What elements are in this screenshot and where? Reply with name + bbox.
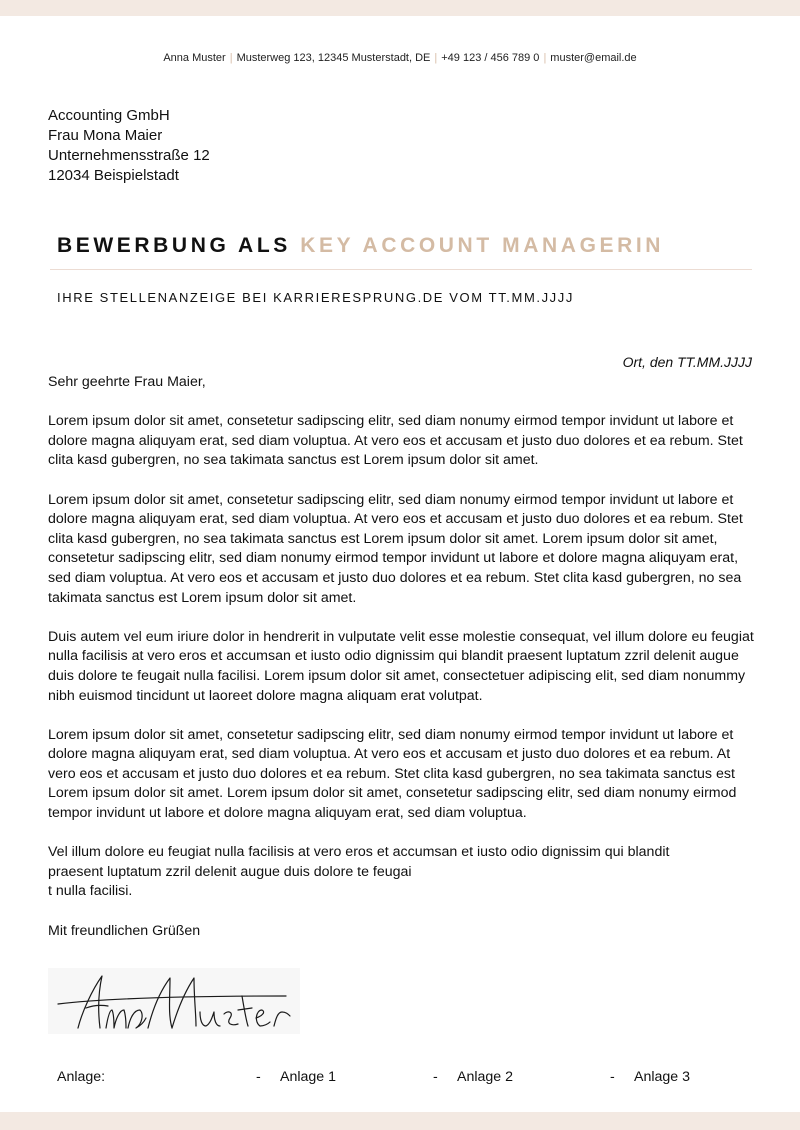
attachment-name: Anlage 3	[634, 1069, 691, 1085]
top-decorative-band	[0, 0, 800, 16]
body-paragraph: Lorem ipsum dolor sit amet, consetetur sadipscing elitr, sed diam nonumy eirmod tempor invidunt ut labore et dolore magna aliquyam erat, sed diam voluptua. At vero eos et accusam et justo duo dolores et ea rebum. At vero eos et accusam et justo duo dolores et ea rebum. Stet clita kasd gubergren, no sea takimata sanctus est Lorem ipsum dolor sit amet. Lorem ipsum dolor sit amet, consetetur sadipscing elitr, sed diam nonumy eirmod tempor invidunt ut labore et dolore magna aliquyam erat, sed diam voluptua.	[48, 726, 737, 822]
recipient-person: Frau Mona Maier	[48, 127, 163, 144]
attachment-item	[433, 1069, 513, 1085]
sender-address: Musterweg 123, 12345 Musterstadt, DE	[236, 52, 431, 64]
salutation: Sehr geehrte Frau Maier,	[48, 374, 206, 390]
attachment-bullet: -	[256, 1069, 261, 1085]
signature-drawing	[48, 968, 300, 1034]
letter-date: Ort, den TT.MM.JJJJ	[622, 354, 752, 370]
letter-subtitle: IHRE STELLENANZEIGE BEI KARRIERESPRUNG.DE VOM TT.MM.JJJJ	[57, 290, 574, 305]
final-paragraph	[48, 843, 754, 902]
recipient-city: 12034 Beispielstadt	[48, 167, 179, 184]
attachment-item	[610, 1069, 690, 1085]
closing-phrase: Mit freundlichen Grüßen	[48, 922, 201, 939]
body-paragraph: Lorem ipsum dolor sit amet, consetetur sadipscing elitr, sed diam nonumy eirmod tempor invidunt ut labore et dolore magna aliquyam erat, sed diam voluptua. At vero eos et accusam et justo duo dolores et ea rebum. Stet clita kasd gubergren, no sea takimata sanctus est Lorem ipsum dolor sit amet. Lorem ipsum dolor sit amet, consetetur sadipscing elitr, sed diam nonumy eirmod tempor invidunt ut labore et dolore magna aliquyam erat, sed diam voluptua. At vero eos et accusam et justo duo dolores et ea rebum. Stet clita kasd gubergren, no sea takimata sanctus est Lorem ipsum dolor sit amet.	[48, 491, 743, 606]
contact-separator: |	[434, 52, 438, 64]
sender-email: muster@email.de	[550, 52, 637, 64]
attachments-label: Anlage:	[57, 1069, 106, 1085]
sender-phone: +49 123 / 456 789 0	[441, 52, 540, 64]
title-prefix: BEWERBUNG ALS	[57, 234, 291, 257]
attachment-name: Anlage 2	[457, 1069, 514, 1085]
recipient-address-block	[48, 106, 210, 186]
final-paragraph-line: praesent luptatum zzril delenit augue duis dolore te feugai	[48, 863, 412, 880]
recipient-company: Accounting GmbH	[48, 107, 170, 124]
body-paragraph: Lorem ipsum dolor sit amet, consetetur sadipscing elitr, sed diam nonumy eirmod tempor invidunt ut labore et dolore magna aliquyam erat, sed diam voluptua. At vero eos et accusam et justo duo dolores et ea rebum. Stet clita kasd gubergren, no sea takimata sanctus est Lorem ipsum dolor sit amet.	[48, 413, 743, 469]
contact-separator: |	[543, 52, 547, 64]
attachment-item	[256, 1069, 336, 1085]
recipient-street: Unternehmensstraße 12	[48, 147, 210, 164]
final-paragraph-line: Vel illum dolore eu feugiat nulla facilisis at vero eros et accumsan et iusto odio dignissim qui blandit	[48, 844, 670, 861]
contact-separator: |	[229, 52, 233, 64]
attachment-name: Anlage 1	[280, 1069, 337, 1085]
body-paragraph: Duis autem vel eum iriure dolor in hendrerit in vulputate velit esse molestie consequat, vel illum dolore eu feugiat nulla facilisis at vero eros et accumsan et iusto odio dignissim qui blandit praesent luptatum zzril delenit augue duis dolore te feugait nulla facilisi. Lorem ipsum dolor sit amet, consectetuer adipiscing elit, sed diam nonummy nibh euismod tincidunt ut laoreet dolore magna aliquam erat volutpat.	[48, 628, 754, 704]
title-position: KEY ACCOUNT MANAGERIN	[300, 234, 665, 257]
letter-body	[48, 373, 754, 941]
sender-contact-line	[0, 52, 800, 64]
final-paragraph-line: t nulla facilisi.	[48, 883, 133, 900]
title-divider	[50, 269, 752, 270]
attachment-bullet: -	[610, 1069, 615, 1085]
bottom-decorative-band	[0, 1112, 800, 1130]
handwritten-signature	[48, 968, 300, 1034]
letter-title	[57, 234, 664, 258]
sender-name: Anna Muster	[163, 52, 226, 64]
attachment-bullet: -	[433, 1069, 438, 1085]
